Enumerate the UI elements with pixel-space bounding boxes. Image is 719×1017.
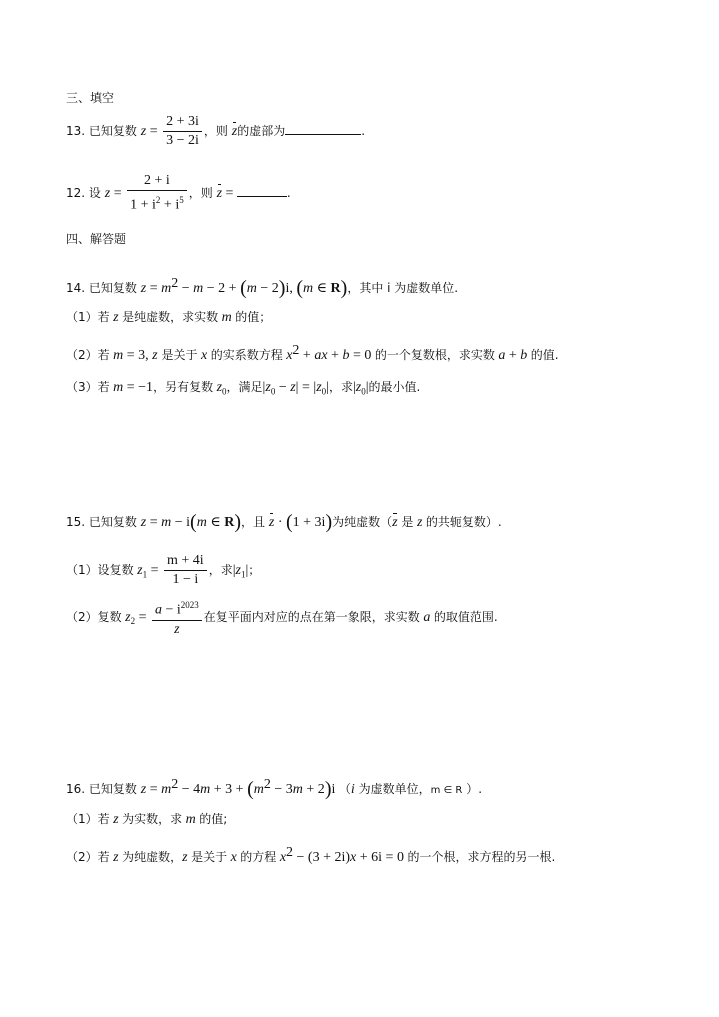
section-heading-solve: 四、解答题 — [66, 232, 127, 246]
answer-blank — [285, 122, 361, 135]
fraction: $\frac{2 + 3i}{3 - 2i}$ — [163, 113, 202, 150]
question-number: 12. — [66, 185, 86, 200]
question-15: 15. 已知复数 z = m − i(m ∈ R)，且 z · (1 + 3i)为纯虚数（z 是 z 的共轭复数）. — [66, 511, 502, 533]
fraction: $\frac{a - i^{2023}}{z}$ — [152, 596, 202, 639]
q16-part-2: （2）若 z 为纯虚数，z 是关于 x 的方程 $x^2 - (3 + 2i)x + 6i = 0$ 的一个根，求方程的另一根. — [66, 845, 556, 865]
question-text: 已知复数 — [88, 124, 137, 138]
question-16: 16. 已知复数 $z = m^2 - 4m + 3 + (m^2 - 3m + 2)i$ （i 为虚数单位，m ∈ R ）. — [66, 777, 483, 800]
question-number: 16. — [66, 782, 86, 796]
question-number: 15. — [66, 515, 86, 529]
q14-part-3: （3）若 m = −1，另有复数 $z_0$，满足$|z_0 - z| = |z_0|$，求$|z_0|$的最小值. — [66, 380, 421, 397]
q15-part-1: （1）设复数 $z_1$ = $\frac{m + 4i}{1 - i}$ ，求$|z_1|$； — [66, 553, 261, 587]
section-heading-fill: 三、填空 — [66, 91, 115, 105]
question-number: 14. — [66, 281, 86, 295]
question-13: 13. 已知复数 z = $\frac{2 + 3i}{3 - 2i}$ ，则 z的虚部为 . — [66, 114, 366, 148]
question-14: 14. 已知复数 $z = m^2 - m - 2 + (m - 2)i$, (m ∈ R)，其中 i 为虚数单位. — [66, 276, 459, 299]
fraction: $\frac{m + 4i}{1 - i}$ — [164, 552, 207, 589]
fraction: $\frac{2 + i}{1 + i^2 + i^5}$ — [127, 172, 187, 215]
question-12: 12. 设 z = $\frac{2 + i}{1 + i^2 + i^5}$ ，则 z = . — [66, 173, 291, 213]
q14-part-2: （2）若 m = 3, z 是关于 x 的实系数方程 $x^2$ + ax + b = 0 的一个复数根，求实数 a + b 的值. — [66, 343, 559, 363]
question-number: 13. — [66, 124, 86, 138]
answer-blank — [237, 184, 287, 197]
q14-part-1: （1）若 z 是纯虚数，求实数 m 的值； — [66, 310, 272, 325]
q15-part-2: （2）复数 $z_2$ = $\frac{a - i^{2023}}{z}$ 在复平面内对应的点在第一象限，求实数 a 的取值范围. — [66, 596, 498, 639]
q16-part-1: （1）若 z 为实数，求 m 的值; — [66, 812, 228, 827]
